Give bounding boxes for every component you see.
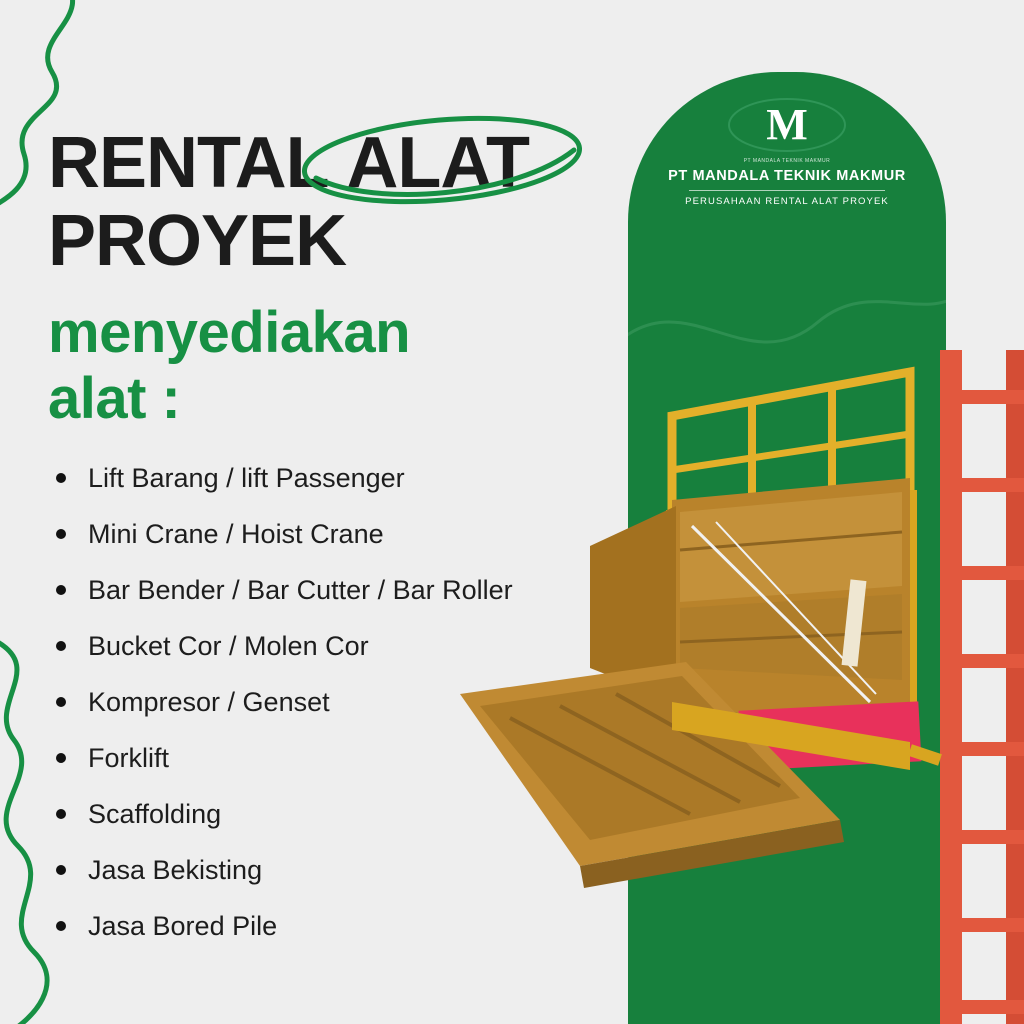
list-item-label: Lift Barang / lift Passenger — [88, 463, 405, 493]
bullet-icon — [56, 585, 66, 595]
list-item-label: Bar Bender / Bar Cutter / Bar Roller — [88, 575, 513, 605]
list-item-label: Kompresor / Genset — [88, 687, 330, 717]
list-item-label: Jasa Bekisting — [88, 855, 263, 885]
bullet-icon — [56, 865, 66, 875]
headline-word-alat: ALAT — [346, 123, 529, 203]
equipment-photo — [440, 350, 1024, 1024]
logo-letter-m: M — [766, 100, 808, 149]
headline-block — [48, 124, 648, 280]
mast-ladder-icon — [940, 350, 1024, 1024]
logo-emblem-icon — [727, 94, 847, 156]
subheadline-line-1: menyediakan — [48, 300, 411, 365]
bullet-icon — [56, 753, 66, 763]
bullet-icon — [56, 809, 66, 819]
headline-line-2: PROYEK — [48, 201, 347, 281]
list-item-label: Jasa Bored Pile — [88, 911, 278, 941]
subheadline-line-2: alat : — [48, 366, 181, 431]
list-item-label: Mini Crane / Hoist Crane — [88, 519, 384, 549]
company-tagline: PERUSAHAAN RENTAL ALAT PROYEK — [685, 196, 889, 207]
bullet-icon — [56, 921, 66, 931]
bullet-icon — [56, 473, 66, 483]
company-divider — [689, 190, 885, 191]
company-name: PT MANDALA TEKNIK MAKMUR — [668, 168, 906, 184]
list-item-label: Bucket Cor / Molen Cor — [88, 631, 369, 661]
bullet-icon — [56, 529, 66, 539]
logo-caption: PT MANDALA TEKNIK MAKMUR — [743, 158, 831, 164]
headline-word-rental: RENTAL — [48, 123, 347, 203]
hoist-platform-illustration — [440, 350, 1024, 1024]
headline-line-1 — [48, 124, 648, 202]
bullet-icon — [56, 697, 66, 707]
bullet-icon — [56, 641, 66, 651]
list-item-label: Scaffolding — [88, 799, 222, 829]
brand-logo-lockup — [628, 94, 946, 207]
list-item-label: Forklift — [88, 743, 169, 773]
logo-mark — [727, 94, 847, 156]
